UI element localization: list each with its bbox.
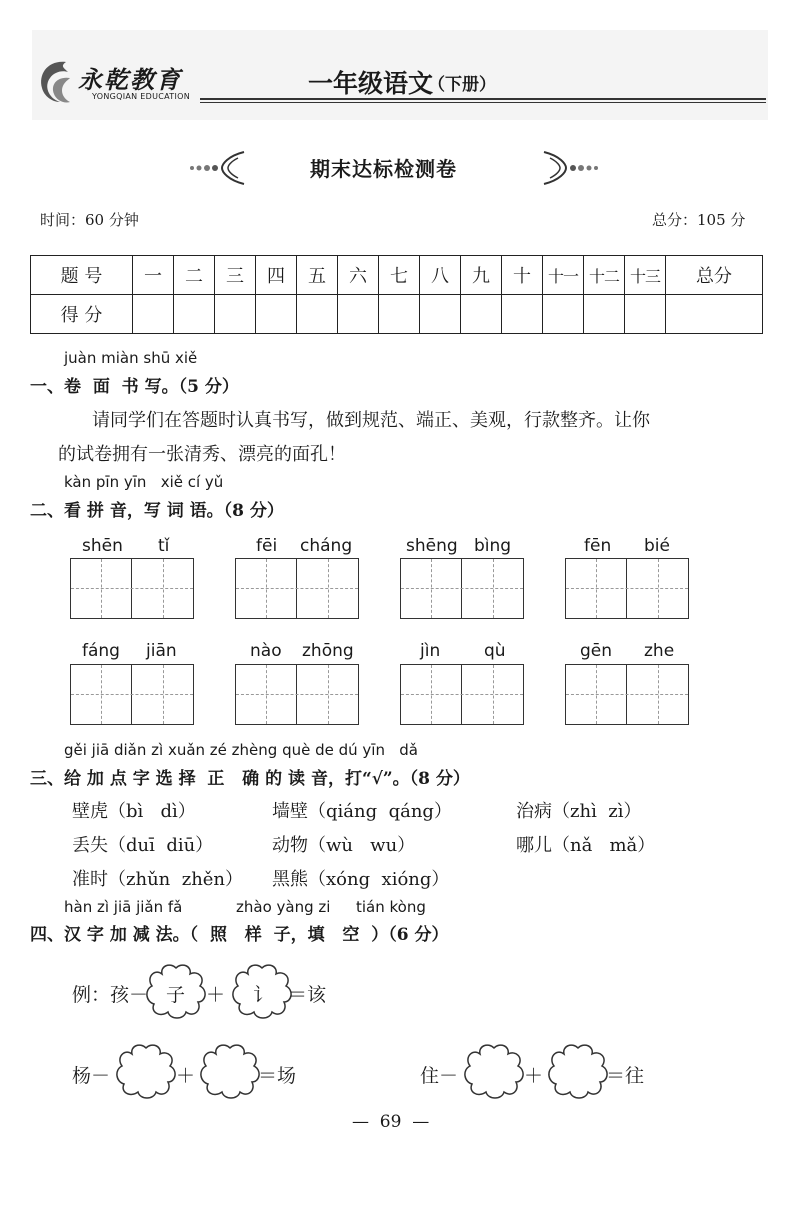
section2-pinyin: kàn pīn yīn xiě cí yǔ (64, 473, 224, 491)
col-header: 十 (502, 256, 543, 295)
col-header: 十二 (584, 256, 625, 295)
word-pinyin: zhōng (302, 641, 354, 661)
writing-grid[interactable] (400, 558, 524, 619)
col-header: 七 (379, 256, 420, 295)
word-pinyin: gēn (580, 641, 613, 661)
section1-title: 一、卷 面 书 写。（5 分） (30, 377, 239, 397)
score-cell[interactable] (379, 295, 420, 334)
score-table (30, 255, 763, 334)
score-cell[interactable] (297, 295, 338, 334)
reading-choice[interactable]: 哪儿（nǎ mǎ） (516, 835, 656, 856)
plus-sign: ＋ (206, 984, 226, 1006)
writing-grid[interactable] (565, 558, 689, 619)
word-pinyin: jiān (146, 641, 177, 661)
word-pinyin: tǐ (158, 536, 170, 556)
score-cell[interactable] (461, 295, 502, 334)
col-header: 二 (174, 256, 215, 295)
exam-title: 期末达标检测卷 (310, 157, 457, 181)
col-header: 十一 (543, 256, 584, 295)
word-pinyin: fēn (584, 536, 612, 556)
writing-grid[interactable] (235, 558, 359, 619)
reading-choice[interactable]: 治病（zhì zì） (516, 801, 642, 822)
writing-grid[interactable] (235, 664, 359, 725)
word-pinyin: bìng (474, 536, 512, 556)
section1-pinyin: juàn miàn shū xiě (64, 349, 198, 367)
plus-sign: ＋ (524, 1065, 544, 1087)
example-char-2: 讠 (253, 984, 273, 1006)
flower-answer-box[interactable] (198, 1042, 262, 1100)
score-cell[interactable] (133, 295, 174, 334)
word-pinyin: fáng (82, 641, 120, 661)
score-cell[interactable] (420, 295, 461, 334)
score-value-row (31, 295, 763, 334)
score-cell[interactable] (174, 295, 215, 334)
section4-title: 四、汉 字 加 减 法。（ 照 样 子，填 空 ）（6 分） (30, 925, 449, 945)
header-rule-thin (200, 102, 766, 103)
exam-time: 时间：60 分钟 (40, 211, 139, 229)
reading-choice[interactable]: 丢失（duī diū） (72, 835, 214, 856)
col-header: 八 (420, 256, 461, 295)
score-label: 得 分 (31, 295, 133, 334)
q1-result: ＝场 (258, 1065, 297, 1087)
section2-title: 二、看 拼 音，写 词 语。（8 分） (30, 501, 284, 521)
flower-answer-box[interactable] (546, 1042, 610, 1100)
section4-pinyin-2: zhào yàng zi (236, 898, 331, 916)
word-pinyin: zhe (644, 641, 675, 661)
score-cell[interactable] (584, 295, 625, 334)
col-header: 六 (338, 256, 379, 295)
reading-choice[interactable]: 壁虎（bì dì） (72, 801, 196, 822)
word-pinyin: fēi (256, 536, 278, 556)
writing-grid[interactable] (70, 558, 194, 619)
section1-text-line2: 的试卷拥有一张清秀、漂亮的面孔！ (58, 444, 346, 465)
word-pinyin: shēng (406, 536, 458, 556)
example-result: ＝该 (288, 984, 327, 1006)
section4-pinyin-3: tián kòng (356, 898, 426, 916)
writing-grid[interactable] (565, 664, 689, 725)
word-pinyin: qù (484, 641, 506, 661)
score-cell[interactable] (625, 295, 666, 334)
plus-sign: ＋ (176, 1065, 196, 1087)
q2-result: ＝往 (606, 1065, 645, 1087)
section3-title: 三、给 加 点 字 选 择 正 确 的 读 音，打“√”。（8 分） (30, 769, 470, 789)
logo-swirl-icon (34, 56, 74, 108)
flower-answer-box[interactable] (462, 1042, 526, 1100)
total-header: 总分 (666, 256, 763, 295)
header-rule (200, 98, 766, 100)
col-header: 九 (461, 256, 502, 295)
book-volume: （下册） (428, 75, 496, 95)
section1-text-line1: 请同学们在答题时认真书写，做到规范、端正、美观，行款整齐。让你 (92, 410, 650, 431)
writing-grid[interactable] (400, 664, 524, 725)
score-cell[interactable] (502, 295, 543, 334)
logo-text: 永乾教育 (78, 65, 182, 94)
writing-grid[interactable] (70, 664, 194, 725)
q2-prefix: 住－ (420, 1065, 459, 1087)
col-header: 一 (133, 256, 174, 295)
reading-choice[interactable]: 墙壁（qiáng qáng） (272, 801, 452, 822)
book-title: 一年级语文 (308, 69, 434, 98)
col-header: 五 (297, 256, 338, 295)
word-pinyin: jìn (420, 641, 441, 661)
col-header: 四 (256, 256, 297, 295)
reading-choice[interactable]: 准时（zhǔn zhěn） (72, 869, 244, 890)
score-cell[interactable] (215, 295, 256, 334)
reading-choice[interactable]: 黑熊（xóng xióng） (272, 869, 450, 890)
word-pinyin: shēn (82, 536, 123, 556)
score-header-row (31, 256, 763, 295)
section4-pinyin-1: hàn zì jiā jiǎn fǎ (64, 898, 183, 916)
left-ornament-icon (188, 148, 248, 188)
total-score-cell[interactable] (666, 295, 763, 334)
flower-answer-box[interactable] (114, 1042, 178, 1100)
score-cell[interactable] (256, 295, 297, 334)
right-ornament-icon (540, 148, 600, 188)
word-pinyin: cháng (300, 536, 353, 556)
exam-total-score: 总分：105 分 (652, 211, 746, 229)
score-cell[interactable] (338, 295, 379, 334)
reading-choice[interactable]: 动物（wù wu） (272, 835, 416, 856)
header-label: 题 号 (31, 256, 133, 295)
word-pinyin: nào (250, 641, 282, 661)
col-header: 十三 (625, 256, 666, 295)
page-number: — 69 — (352, 1112, 430, 1132)
example-char-1: 子 (166, 984, 186, 1006)
score-cell[interactable] (543, 295, 584, 334)
example-prefix: 例：孩－ (72, 984, 149, 1006)
col-header: 三 (215, 256, 256, 295)
word-pinyin: bié (644, 536, 670, 556)
section3-pinyin: gěi jiā diǎn zì xuǎn zé zhèng què de dú yīn dǎ (64, 741, 418, 759)
logo-english: YONGQIAN EDUCATION (92, 92, 191, 101)
q1-prefix: 杨－ (72, 1065, 111, 1087)
